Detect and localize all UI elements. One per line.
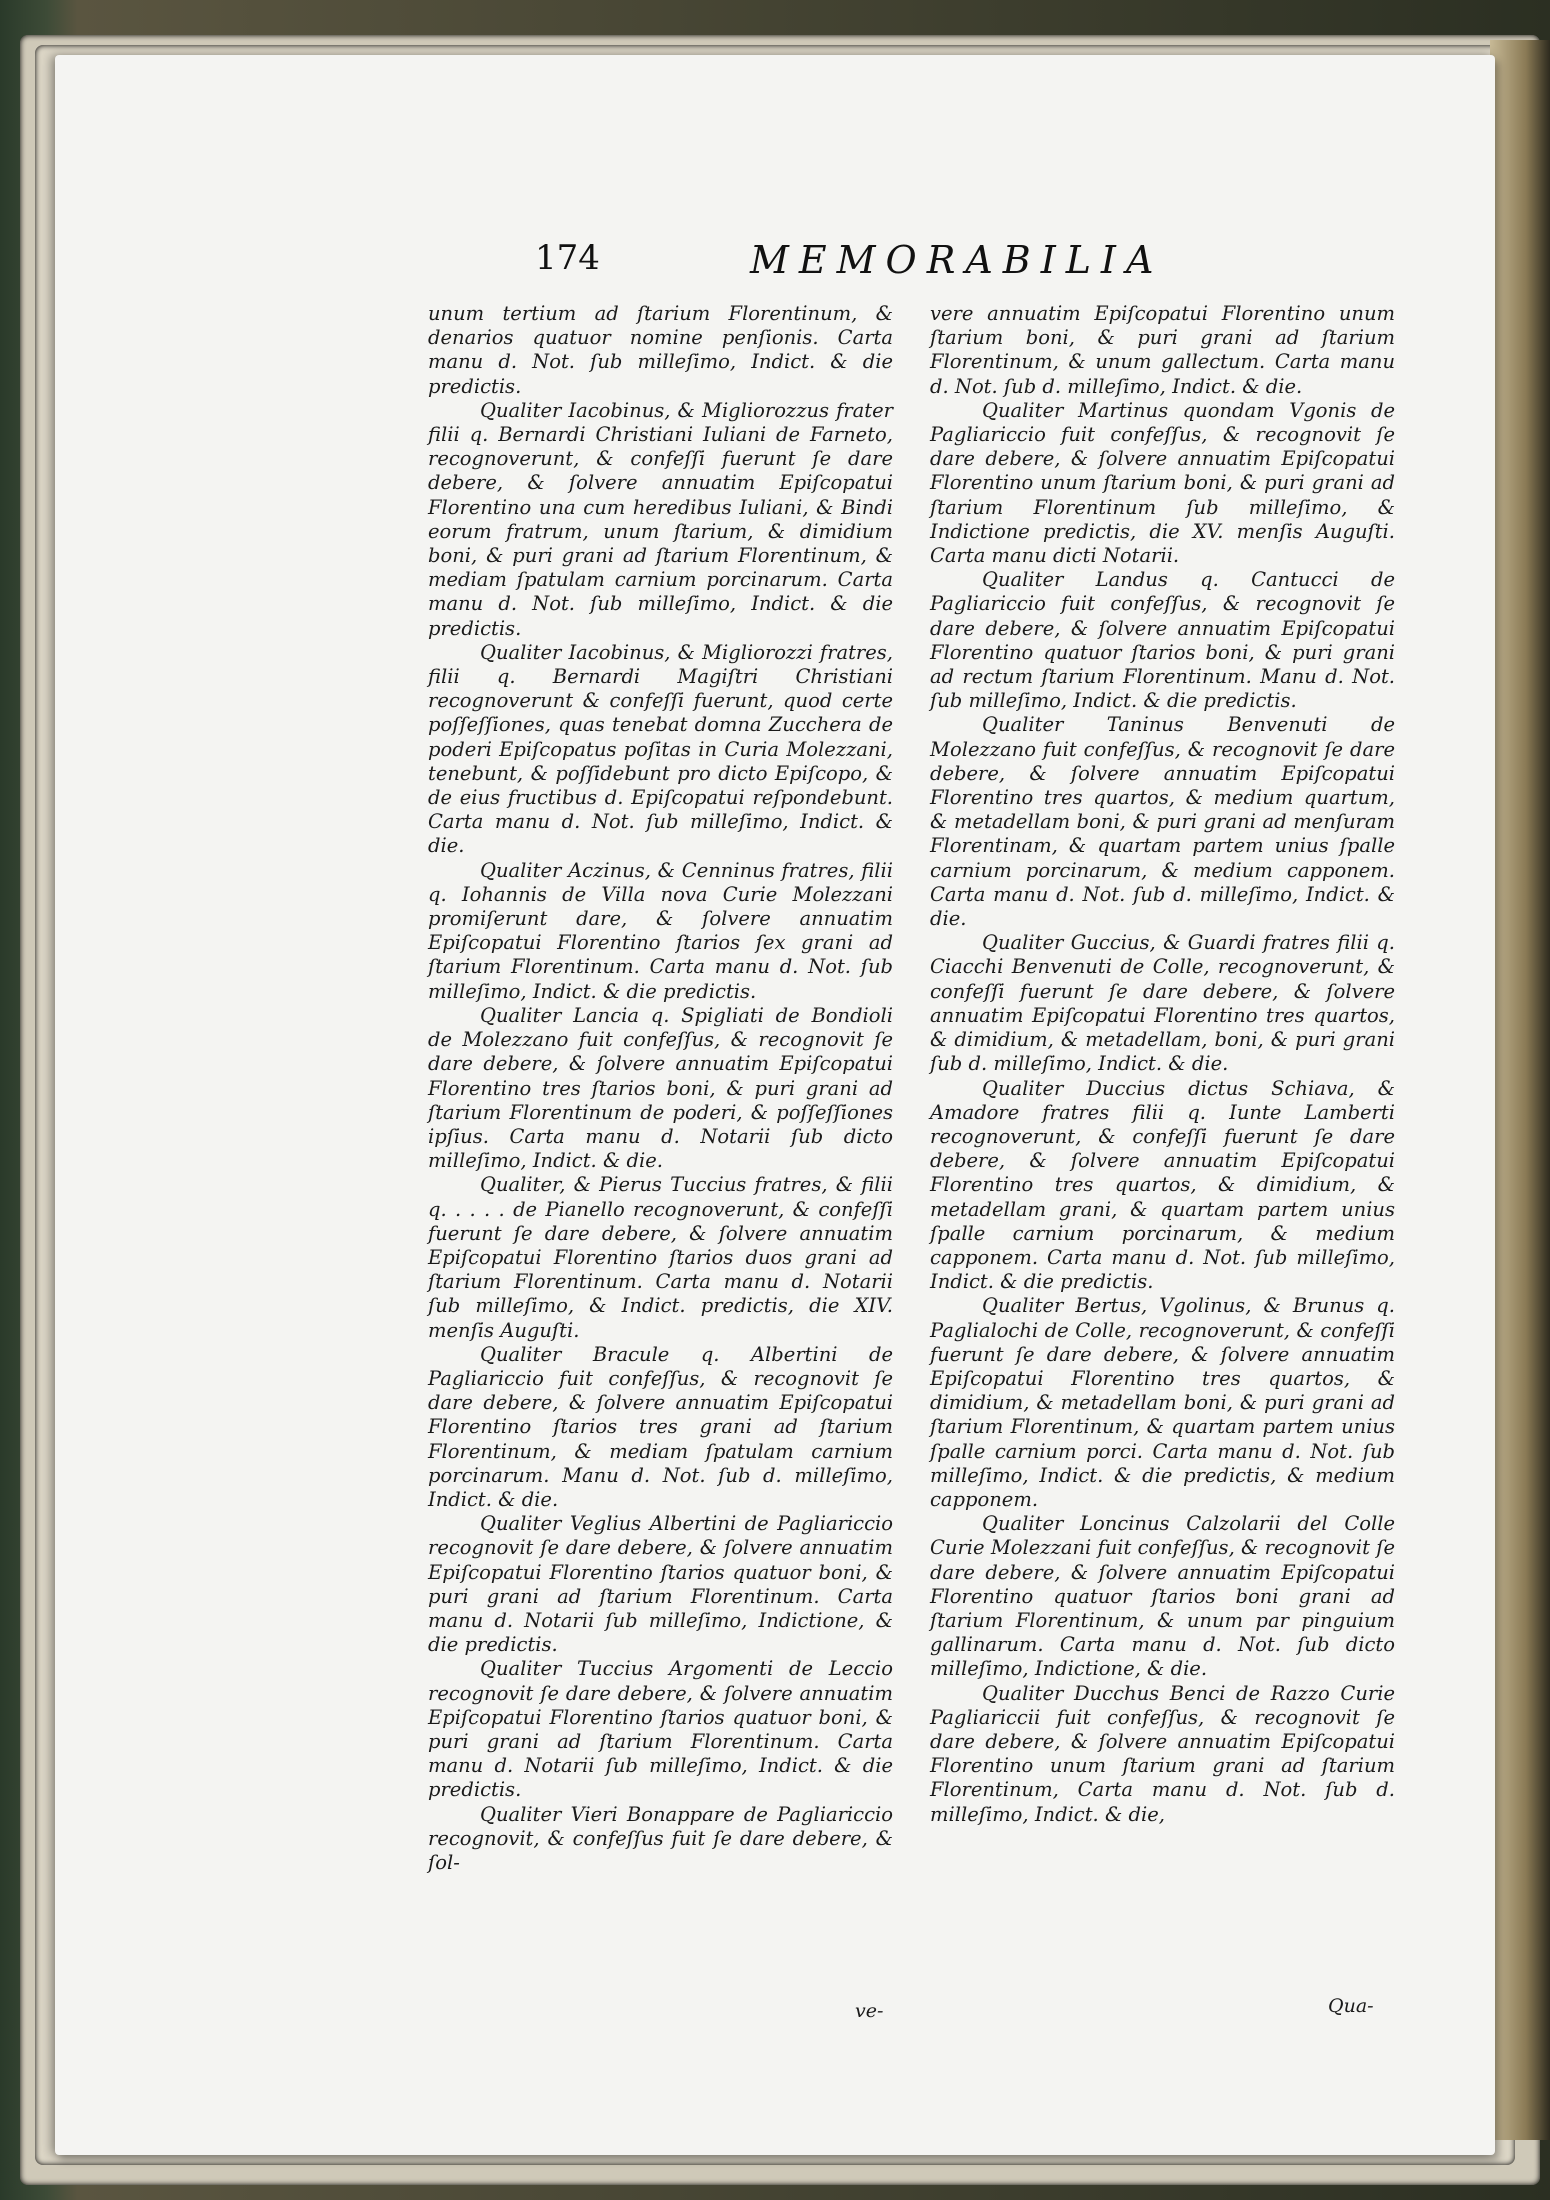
- entry-paragraph: Qualiter, & Pierus Tuccius fratres, & filii q. . . . . de Pianello recognoverunt, & confeſſi fuerunt ſe dare debere, & ſolvere annuatim Epiſcopatui Florentino ſtarios duos grani ad ſtarium Florentinum. Carta manu d. Notarii ſub milleſimo, & Indict. predictis, die XIV. menſis Auguſti.: [428, 1173, 893, 1342]
- entry-paragraph: Qualiter Loncinus Calzolarii del Colle Curie Molezzani fuit confeſſus, & recognovit ſe dare debere, & ſolvere annuatim Epiſcopatui Florentino quatuor ſtarios boni grani ad ſtarium Florentinum, & unum par pinguium gallinarum. Carta manu d. Not. ſub dicto milleſimo, Indictione, & die.: [930, 1512, 1395, 1681]
- entry-paragraph: Qualiter Duccius dictus Schiava, & Amadore fratres filii q. Iunte Lamberti recognoverunt, & confeſſi fuerunt ſe dare debere, & ſolvere annuatim Epiſcopatui Florentino tres quartos, & dimidium, & metadellam grani, & quartam partem unius ſpalle carnium porcinarum, & medium capponem. Carta manu d. Not. ſub milleſimo, Indict. & die predictis.: [930, 1076, 1395, 1294]
- entry-paragraph: Qualiter Lancia q. Spigliati de Bondioli de Molezzano fuit confeſſus, & recognovit ſe dare debere, & ſolvere annuatim Epiſcopatui Florentino tres ſtarios boni, & puri grani ad ſtarium Florentinum de poderi, & poſſeſſiones ipſius. Carta manu d. Notarii ſub dicto milleſimo, Indict. & die.: [428, 1003, 893, 1173]
- entry-paragraph: Qualiter Taninus Benvenuti de Molezzano fuit confeſſus, & recognovit ſe dare debere, & ſolvere annuatim Epiſcopatui Florentino tres quartos, & medium quartum, & metadellam boni, & puri grani ad menſuram Florentinam, & quartam partem unius ſpalle carnium porcinarum, & medium capponem. Carta manu d. Not. ſub d. milleſimo, Indict. & die.: [930, 713, 1395, 931]
- entry-paragraph: Qualiter Veglius Albertini de Pagliariccio recognovit ſe dare debere, & ſolvere annuatim Epiſcopatui Florentino ſtarios quatuor boni, & puri grani ad ſtarium Florentinum. Carta manu d. Notarii ſub milleſimo, Indictione, & die predictis.: [428, 1512, 893, 1657]
- entry-paragraph: Qualiter Tuccius Argomenti de Leccio recognovit ſe dare debere, & ſolvere annuatim Epiſcopatui Florentino ſtarios quatuor boni, & puri grani ad ſtarium Florentinum. Carta manu d. Notarii ſub milleſimo, Indict. & die predictis.: [428, 1657, 893, 1802]
- entry-paragraph: Qualiter Vieri Bonappare de Pagliariccio recognovit, & confeſſus fuit ſe dare debere, & ſol-: [428, 1802, 893, 1874]
- entry-paragraph: Qualiter Bertus, Vgolinus, & Brunus q. Paglialochi de Colle, recognoverunt, & confeſſi fuerunt ſe dare debere, & ſolvere annuatim Epiſcopatui Florentino tres quartos, & dimidium, & metadellam boni, & puri grani ad ſtarium Florentinum, & quartam partem unius ſpalle carnium porci. Carta manu d. Not. ſub milleſimo, Indict. & die predictis, & medium capponem.: [930, 1294, 1395, 1511]
- entry-paragraph: Qualiter Guccius, & Guardi fratres filii q. Ciacchi Benvenuti de Colle, recognoverunt, & confeſſi fuerunt ſe dare debere, & ſolvere annuatim Epiſcopatui Florentino tres quartos, & dimidium, & metadellam, boni, & puri grani ſub d. milleſimo, Indict. & die.: [930, 931, 1395, 1076]
- book-fore-edge: [1490, 40, 1550, 2140]
- page-number: 174: [535, 238, 600, 278]
- entry-paragraph: Qualiter Iacobinus, & Migliorozzi fratres, filii q. Bernardi Magiſtri Christiani recognoverunt & confeſſi fuerunt, quod certe poſſeſſiones, quas tenebat domna Zucchera de poderi Epiſcopatus poſitas in Curia Molezzani, tenebunt, & poſſidebunt pro dicto Epiſcopo, & de eius fructibus d. Epiſcopatui reſpondebunt. Carta manu d. Not. ſub milleſimo, Indict. & die.: [428, 640, 893, 858]
- entry-paragraph: unum tertium ad ſtarium Florentinum, & denarios quatuor nomine penſionis. Carta manu d. Not. ſub milleſimo, Indict. & die predictis.: [428, 302, 893, 398]
- entry-paragraph: Qualiter Ducchus Benci de Razzo Curie Pagliariccii fuit confeſſus, & recognovit ſe dare debere, & ſolvere annuatim Epiſcopatui Florentino unum ſtarium grani ad ſtarium Florentinum, Carta manu d. Not. ſub d. milleſimo, Indict. & die,: [930, 1681, 1395, 1826]
- entry-paragraph: Qualiter Landus q. Cantucci de Pagliariccio fuit confeſſus, & recognovit ſe dare debere, & ſolvere annuatim Epiſcopatui Florentino quatuor ſtarios boni, & puri grani ad rectum ſtarium Florentinum. Manu d. Not. ſub milleſimo, Indict. & die predictis.: [930, 568, 1395, 713]
- entry-paragraph: Qualiter Iacobinus, & Migliorozzus frater filii q. Bernardi Christiani Iuliani de Farneto, recognoverunt, & confeſſi fuerunt ſe dare debere, & ſolvere annuatim Epiſcopatui Florentino una cum heredibus Iuliani, & Bindi eorum fratrum, unum ſtarium, & dimidium boni, & puri grani ad ſtarium Florentinum, & mediam ſpatulam carnium porcinarum. Carta manu d. Not. ſub milleſimo, Indict. & die predictis.: [428, 398, 893, 640]
- entry-paragraph: vere annuatim Epiſcopatui Florentino unum ſtarium boni, & puri grani ad ſtarium Florentinum, & unum gallectum. Carta manu d. Not. ſub d. milleſimo, Indict. & die.: [930, 302, 1395, 398]
- left-catchword: ve-: [855, 2000, 884, 2022]
- right-catchword: Qua-: [1328, 1995, 1374, 2017]
- left-text-column: [428, 302, 893, 1875]
- entry-paragraph: Qualiter Aczinus, & Cenninus fratres, filii q. Iohannis de Villa nova Curie Molezzani promiſerunt dare, & ſolvere annuatim Epiſcopatui Florentino ſtarios ſex grani ad ſtarium Florentinum. Carta manu d. Not. ſub milleſimo, Indict. & die predictis.: [428, 858, 893, 1003]
- right-text-column: [930, 302, 1395, 1827]
- entry-paragraph: Qualiter Martinus quondam Vgonis de Pagliariccio fuit confeſſus, & recognovit ſe dare debere, & ſolvere annuatim Epiſcopatui Florentino unum ſtarium boni, & puri grani ad ſtarium Florentinum ſub milleſimo, & Indictione predictis, die XV. menſis Auguſti. Carta manu dicti Notarii.: [930, 398, 1395, 568]
- page-header: [535, 238, 1175, 298]
- running-title: MEMORABILIA: [750, 238, 1164, 282]
- entry-paragraph: Qualiter Bracule q. Albertini de Pagliariccio fuit confeſſus, & recognovit ſe dare debere, & ſolvere annuatim Epiſcopatui Florentino ſtarios tres grani ad ſtarium Florentinum, & mediam ſpatulam carnium porcinarum. Manu d. Not. ſub d. milleſimo, Indict. & die.: [428, 1342, 893, 1511]
